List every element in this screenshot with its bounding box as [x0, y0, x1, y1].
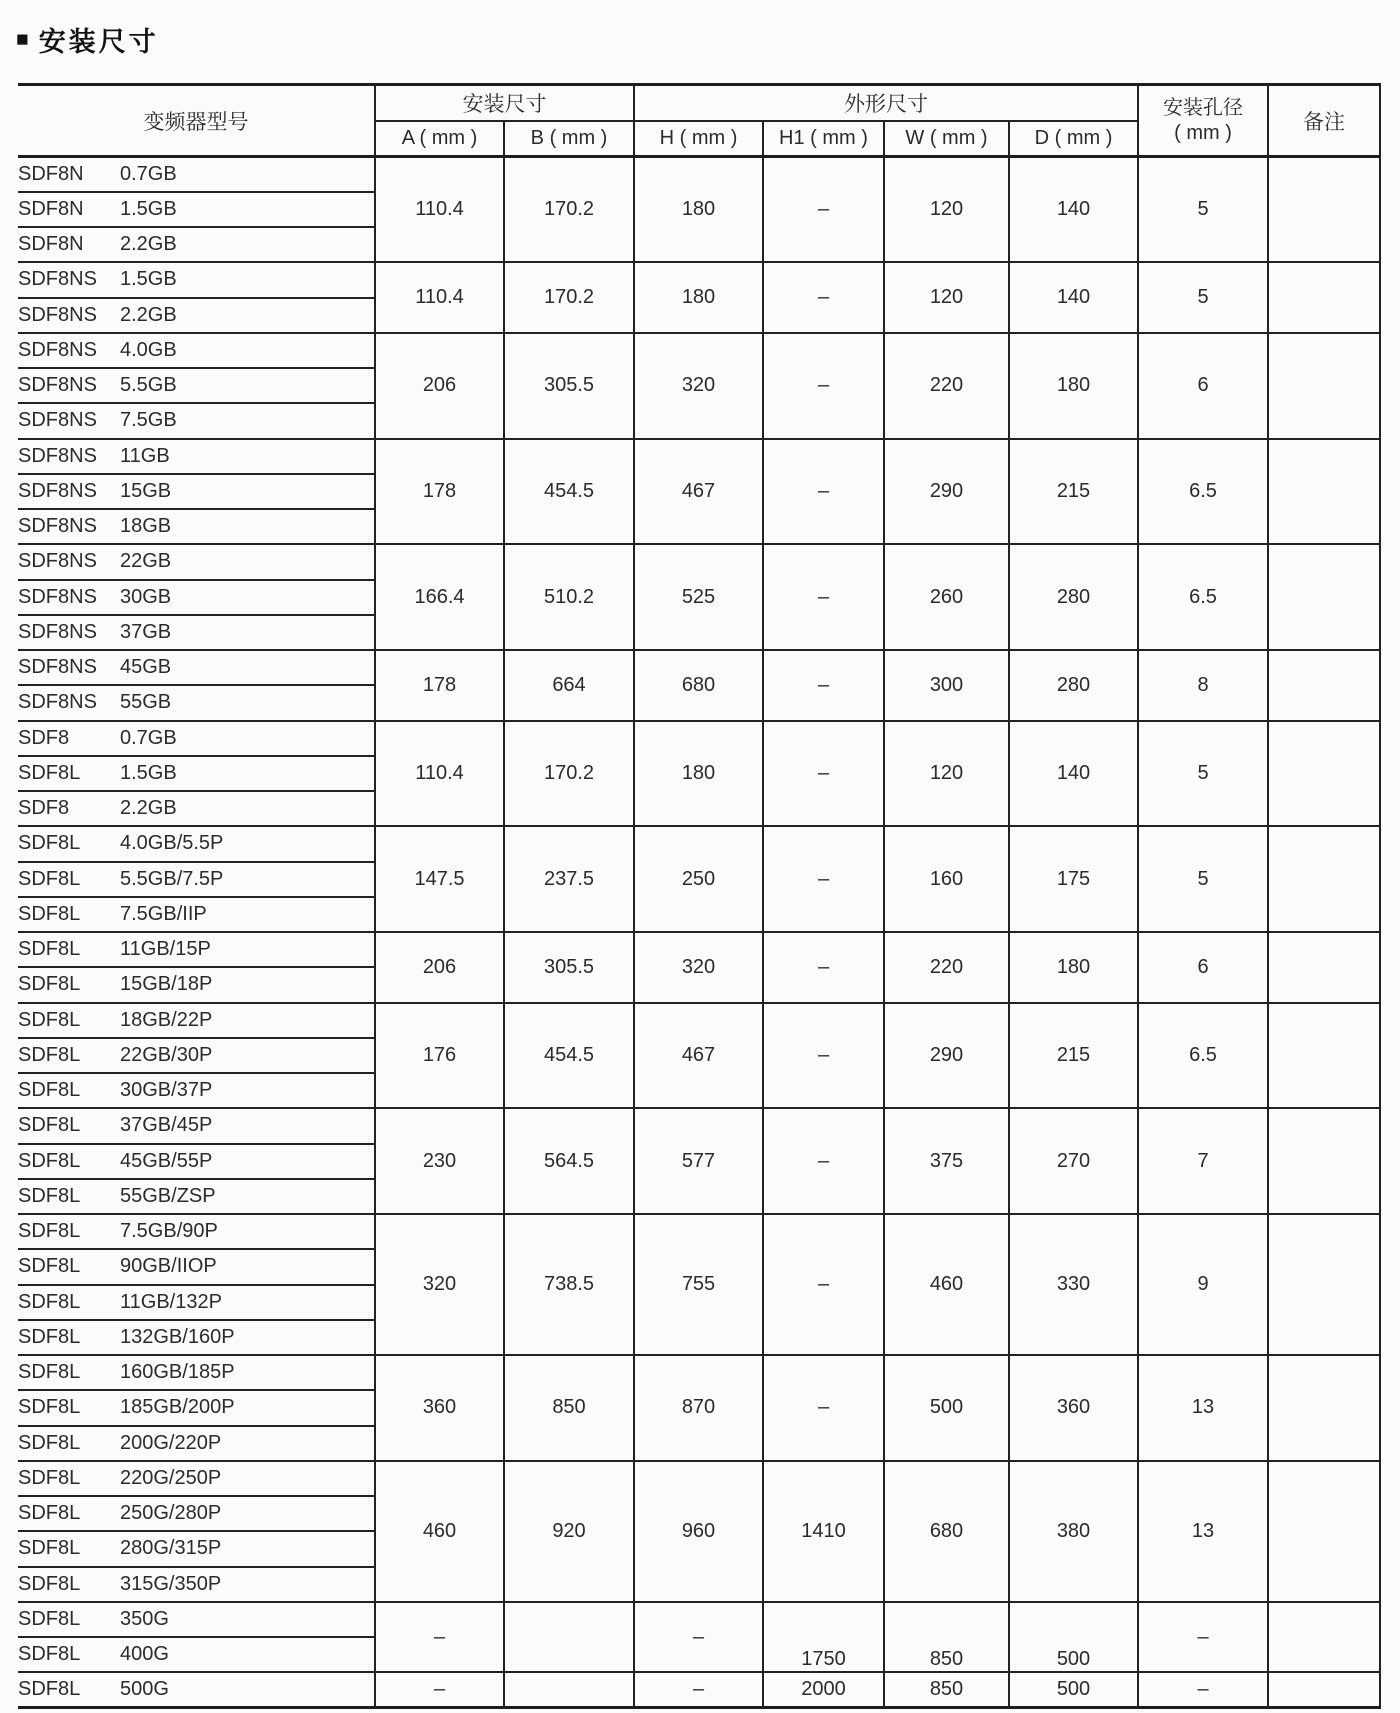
table-header [18, 85, 1380, 157]
model-cell [18, 1355, 375, 1390]
model-row [18, 157, 1380, 192]
model-cell [18, 897, 375, 932]
model-spec: 1.5GB [120, 197, 177, 220]
dim-h1-cell: – [763, 932, 884, 1003]
hole-diameter-cell: 13 [1138, 1355, 1268, 1461]
model-name: SDF8L [18, 1184, 81, 1207]
model-cell [18, 615, 375, 650]
hole-diameter-cell: 6.5 [1138, 544, 1268, 650]
dim-a-cell: 110.4 [375, 721, 504, 827]
hole-diameter-cell: 6.5 [1138, 1003, 1268, 1109]
model-row [18, 1355, 1380, 1390]
model-name: SDF8L [18, 1678, 81, 1701]
model-spec: 250G/280P [120, 1502, 222, 1525]
dim-b-cell [504, 1672, 634, 1707]
model-cell [18, 333, 375, 368]
dim-b-cell: 920 [504, 1461, 634, 1602]
dim-w-cell: 260 [884, 544, 1009, 650]
model-spec: 30GB/37P [120, 1079, 213, 1102]
model-cell [18, 157, 375, 192]
model-name: SDF8L [18, 1114, 81, 1137]
dim-w-cell: 290 [884, 439, 1009, 545]
dim-h1-cell: – [763, 157, 884, 263]
model-spec: 55GB [120, 691, 172, 714]
model-row [18, 1003, 1380, 1038]
model-name: SDF8NS [18, 691, 97, 714]
model-name: SDF8 [18, 726, 70, 749]
dim-a-cell: 110.4 [375, 262, 504, 333]
model-cell [18, 932, 375, 967]
model-spec: 0.7GB [120, 162, 177, 185]
model-spec: 2.2GB [120, 303, 177, 326]
model-name: SDF8L [18, 902, 81, 925]
model-name: SDF8NS [18, 515, 97, 538]
model-spec: 400G [120, 1643, 169, 1666]
model-cell [18, 650, 375, 685]
model-cell [18, 1426, 375, 1461]
model-spec: 90GB/IIOP [120, 1255, 217, 1278]
model-cell [18, 685, 375, 720]
remark-cell [1268, 544, 1380, 650]
model-cell [18, 1285, 375, 1320]
col-w-header: W ( mm ) [884, 121, 1009, 157]
dim-w-cell: 375 [884, 1108, 1009, 1214]
dim-a-cell: 206 [375, 932, 504, 1003]
page-title [16, 20, 159, 59]
model-name: SDF8NS [18, 374, 97, 397]
dim-w-cell: 160 [884, 826, 1009, 932]
model-spec: 280G/315P [120, 1537, 222, 1560]
model-column-header: 变频器型号 [18, 85, 375, 157]
model-name: SDF8NS [18, 268, 97, 291]
dim-h-cell: 320 [634, 333, 763, 439]
dim-h1-cell: – [763, 721, 884, 827]
model-spec: 1.5GB [120, 761, 177, 784]
remark-cell [1268, 157, 1380, 263]
dim-b-cell [504, 1602, 634, 1673]
model-spec: 45GB/55P [120, 1149, 213, 1172]
model-cell [18, 1214, 375, 1249]
dim-w-cell: 120 [884, 157, 1009, 263]
dim-d-cell: 140 [1009, 721, 1138, 827]
dim-w-cell: 460 [884, 1214, 1009, 1355]
col-h1-header: H1 ( mm ) [763, 121, 884, 157]
dim-b-cell: 170.2 [504, 721, 634, 827]
model-cell [18, 1249, 375, 1284]
page-title-text: 安装尺寸 [38, 27, 159, 57]
model-spec: 18GB [120, 515, 172, 538]
hole-diameter-cell: – [1138, 1602, 1268, 1673]
model-cell [18, 1390, 375, 1425]
dim-b-cell: 454.5 [504, 439, 634, 545]
remark-cell [1268, 1461, 1380, 1602]
model-row [18, 932, 1380, 967]
model-cell [18, 1531, 375, 1566]
dim-h-cell: 577 [634, 1108, 763, 1214]
model-cell [18, 192, 375, 227]
model-cell [18, 1073, 375, 1108]
dim-b-cell: 170.2 [504, 157, 634, 263]
dim-b-cell: 850 [504, 1355, 634, 1461]
dim-h-cell: 525 [634, 544, 763, 650]
dim-b-cell: 738.5 [504, 1214, 634, 1355]
dim-w-cell: 680 [884, 1461, 1009, 1602]
model-spec: 185GB/200P [120, 1396, 235, 1419]
remark-cell [1268, 1602, 1380, 1673]
model-row [18, 1214, 1380, 1249]
model-spec: 11GB [120, 444, 170, 467]
dim-d-cell: 175 [1009, 826, 1138, 932]
model-name: SDF8L [18, 938, 81, 961]
model-cell [18, 474, 375, 509]
hole-diameter-cell: 5 [1138, 157, 1268, 263]
dim-a-cell: 460 [375, 1461, 504, 1602]
dim-d-cell: 280 [1009, 650, 1138, 721]
remark-cell [1268, 1355, 1380, 1461]
model-spec: 5.5GB [120, 374, 177, 397]
hole-diameter-cell: 5 [1138, 721, 1268, 827]
hole-diameter-cell: 5 [1138, 826, 1268, 932]
model-spec: 15GB [120, 479, 172, 502]
col-b-header: B ( mm ) [504, 121, 634, 157]
model-cell [18, 1461, 375, 1496]
dim-a-cell: 166.4 [375, 544, 504, 650]
model-cell [18, 439, 375, 474]
model-spec: 15GB/18P [120, 973, 213, 996]
model-cell [18, 509, 375, 544]
dim-d-cell: 140 [1009, 262, 1138, 333]
dim-h1-cell: – [763, 262, 884, 333]
model-name: SDF8L [18, 832, 81, 855]
model-name: SDF8N [18, 162, 84, 185]
dim-h-cell: 320 [634, 932, 763, 1003]
dim-h-cell: 870 [634, 1355, 763, 1461]
dim-d-cell: 500 [1009, 1602, 1138, 1673]
hole-diameter-cell: – [1138, 1672, 1268, 1707]
model-cell [18, 403, 375, 438]
model-cell [18, 1320, 375, 1355]
model-name: SDF8L [18, 761, 81, 784]
dim-b-cell: 305.5 [504, 932, 634, 1003]
dim-h1-cell: – [763, 1108, 884, 1214]
dim-a-cell: 360 [375, 1355, 504, 1461]
model-name: SDF8L [18, 1361, 81, 1384]
model-row [18, 1602, 1380, 1637]
model-spec: 315G/350P [120, 1572, 222, 1595]
model-name: SDF8N [18, 197, 84, 220]
model-name: SDF8NS [18, 479, 97, 502]
model-name: SDF8L [18, 1502, 81, 1525]
dim-b-cell: 664 [504, 650, 634, 721]
model-spec: 11GB/15P [120, 938, 211, 961]
dim-h1-cell: 1410 [763, 1461, 884, 1602]
dim-w-cell: 120 [884, 721, 1009, 827]
dim-h-cell: 680 [634, 650, 763, 721]
model-spec: 18GB/22P [120, 1008, 213, 1031]
hole-header-line2: ( mm ) [1174, 121, 1232, 144]
dim-d-cell: 360 [1009, 1355, 1138, 1461]
hole-diameter-cell: 6.5 [1138, 439, 1268, 545]
model-cell [18, 1179, 375, 1214]
dim-h-cell: – [634, 1672, 763, 1707]
model-row [18, 1108, 1380, 1143]
model-row [18, 721, 1380, 756]
dim-d-cell: 180 [1009, 932, 1138, 1003]
model-name: SDF8L [18, 1255, 81, 1278]
model-name: SDF8NS [18, 656, 97, 679]
model-name: SDF8L [18, 1537, 81, 1560]
dim-d-cell: 140 [1009, 157, 1138, 263]
dim-d-cell: 270 [1009, 1108, 1138, 1214]
dim-w-cell: 500 [884, 1355, 1009, 1461]
hole-diameter-cell: 6 [1138, 932, 1268, 1003]
model-spec: 22GB [120, 550, 172, 573]
model-name: SDF8L [18, 1220, 81, 1243]
model-spec: 11GB/132P [120, 1290, 222, 1313]
remark-cell [1268, 650, 1380, 721]
dim-h1-cell: – [763, 544, 884, 650]
model-cell [18, 1672, 375, 1707]
dim-w-cell: 850 [884, 1602, 1009, 1673]
dim-b-cell: 510.2 [504, 544, 634, 650]
square-bullet-icon: ■ [16, 27, 29, 51]
model-name: SDF8NS [18, 338, 97, 361]
dim-h-cell: 960 [634, 1461, 763, 1602]
hole-diameter-cell: 8 [1138, 650, 1268, 721]
model-spec: 5.5GB/7.5P [120, 867, 224, 890]
remark-cell [1268, 1003, 1380, 1109]
dim-h-cell: – [634, 1602, 763, 1673]
dim-b-cell: 454.5 [504, 1003, 634, 1109]
model-cell [18, 1602, 375, 1637]
dim-h1-cell: – [763, 826, 884, 932]
dim-d-cell: 380 [1009, 1461, 1138, 1602]
model-row [18, 826, 1380, 861]
dim-w-cell: 300 [884, 650, 1009, 721]
outline-dim-group-header: 外形尺寸 [634, 85, 1138, 121]
dim-w-cell: 850 [884, 1672, 1009, 1707]
model-name: SDF8 [18, 797, 70, 820]
dim-b-cell: 237.5 [504, 826, 634, 932]
model-row [18, 262, 1380, 297]
dim-a-cell: 147.5 [375, 826, 504, 932]
dim-a-cell: 110.4 [375, 157, 504, 263]
hole-diameter-cell: 7 [1138, 1108, 1268, 1214]
model-cell [18, 227, 375, 262]
model-cell [18, 967, 375, 1002]
remark-cell [1268, 721, 1380, 827]
dim-a-cell: 206 [375, 333, 504, 439]
dim-h-cell: 180 [634, 262, 763, 333]
model-spec: 132GB/160P [120, 1325, 235, 1348]
model-spec: 4.0GB [120, 338, 177, 361]
model-name: SDF8L [18, 1043, 81, 1066]
remark-cell [1268, 1108, 1380, 1214]
dim-h-cell: 755 [634, 1214, 763, 1355]
model-spec: 37GB [120, 620, 172, 643]
model-spec: 1.5GB [120, 268, 177, 291]
dim-a-cell: 178 [375, 439, 504, 545]
dim-a-cell: – [375, 1672, 504, 1707]
hole-diameter-cell: 13 [1138, 1461, 1268, 1602]
model-spec: 220G/250P [120, 1466, 222, 1489]
dim-a-cell: 178 [375, 650, 504, 721]
model-spec: 500G [120, 1678, 169, 1701]
dim-h1-cell: – [763, 1214, 884, 1355]
dim-h1-cell: 1750 [763, 1602, 884, 1673]
model-cell [18, 544, 375, 579]
dim-d-cell: 500 [1009, 1672, 1138, 1707]
model-name: SDF8L [18, 1079, 81, 1102]
col-d-header: D ( mm ) [1009, 121, 1138, 157]
dim-a-cell: 320 [375, 1214, 504, 1355]
model-name: SDF8L [18, 1008, 81, 1031]
model-spec: 7.5GB [120, 409, 177, 432]
model-name: SDF8L [18, 1290, 81, 1313]
model-spec: 350G [120, 1607, 169, 1630]
model-cell [18, 1038, 375, 1073]
model-cell [18, 298, 375, 333]
model-name: SDF8L [18, 1325, 81, 1348]
dim-w-cell: 220 [884, 932, 1009, 1003]
model-cell [18, 1567, 375, 1602]
dim-h-cell: 250 [634, 826, 763, 932]
model-row [18, 1461, 1380, 1496]
installation-dimensions-table [18, 83, 1381, 1709]
model-spec: 30GB [120, 585, 172, 608]
hole-diameter-column-header [1138, 85, 1268, 157]
model-row [18, 333, 1380, 368]
model-cell [18, 1496, 375, 1531]
dim-d-cell: 330 [1009, 1214, 1138, 1355]
model-spec: 45GB [120, 656, 172, 679]
model-name: SDF8L [18, 1149, 81, 1172]
model-row [18, 439, 1380, 474]
hole-diameter-cell: 5 [1138, 262, 1268, 333]
dim-h1-cell: – [763, 439, 884, 545]
dim-h-cell: 467 [634, 1003, 763, 1109]
dim-h1-cell: – [763, 1355, 884, 1461]
model-name: SDF8L [18, 1396, 81, 1419]
model-row [18, 544, 1380, 579]
model-cell [18, 862, 375, 897]
model-name: SDF8L [18, 1643, 81, 1666]
dim-d-cell: 180 [1009, 333, 1138, 439]
dim-h-cell: 467 [634, 439, 763, 545]
model-name: SDF8L [18, 1607, 81, 1630]
dim-h1-cell: – [763, 650, 884, 721]
dim-d-cell: 215 [1009, 439, 1138, 545]
model-cell [18, 580, 375, 615]
model-name: SDF8NS [18, 585, 97, 608]
remark-cell [1268, 826, 1380, 932]
model-name: SDF8L [18, 1572, 81, 1595]
dim-a-cell: 176 [375, 1003, 504, 1109]
model-row [18, 1672, 1380, 1707]
dim-w-cell: 290 [884, 1003, 1009, 1109]
model-spec: 55GB/ZSP [120, 1184, 216, 1207]
dim-h-cell: 180 [634, 157, 763, 263]
model-name: SDF8L [18, 1431, 81, 1454]
dim-a-cell: – [375, 1602, 504, 1673]
dim-d-cell: 280 [1009, 544, 1138, 650]
dim-h-cell: 180 [634, 721, 763, 827]
model-name: SDF8NS [18, 444, 97, 467]
model-name: SDF8NS [18, 303, 97, 326]
install-dim-group-header: 安装尺寸 [375, 85, 634, 121]
model-name: SDF8L [18, 867, 81, 890]
dim-h1-cell: – [763, 333, 884, 439]
model-spec: 0.7GB [120, 726, 177, 749]
dim-b-cell: 170.2 [504, 262, 634, 333]
model-name: SDF8L [18, 973, 81, 996]
dim-d-cell: 215 [1009, 1003, 1138, 1109]
model-name: SDF8NS [18, 409, 97, 432]
model-cell [18, 826, 375, 861]
remark-cell [1268, 932, 1380, 1003]
model-name: SDF8L [18, 1466, 81, 1489]
model-cell [18, 721, 375, 756]
model-name: SDF8N [18, 233, 84, 256]
hole-header-line1: 安装孔径 [1163, 96, 1243, 119]
model-spec: 200G/220P [120, 1431, 222, 1454]
model-name: SDF8NS [18, 550, 97, 573]
model-row [18, 650, 1380, 685]
remark-cell [1268, 1214, 1380, 1355]
model-spec: 2.2GB [120, 233, 177, 256]
model-cell [18, 1003, 375, 1038]
dim-b-cell: 305.5 [504, 333, 634, 439]
model-name: SDF8NS [18, 620, 97, 643]
remark-cell [1268, 262, 1380, 333]
model-cell [18, 262, 375, 297]
model-spec: 4.0GB/5.5P [120, 832, 224, 855]
table-body [18, 157, 1380, 1708]
remark-column-header: 备注 [1268, 85, 1380, 157]
model-spec: 160GB/185P [120, 1361, 235, 1384]
model-spec: 22GB/30P [120, 1043, 213, 1066]
model-spec: 7.5GB/90P [120, 1220, 218, 1243]
dim-b-cell: 564.5 [504, 1108, 634, 1214]
model-cell [18, 1637, 375, 1672]
model-cell [18, 756, 375, 791]
model-cell [18, 1108, 375, 1143]
remark-cell [1268, 439, 1380, 545]
model-spec: 2.2GB [120, 797, 177, 820]
model-cell [18, 791, 375, 826]
dim-a-cell: 230 [375, 1108, 504, 1214]
col-a-header: A ( mm ) [375, 121, 504, 157]
model-spec: 7.5GB/IIP [120, 902, 207, 925]
dim-h1-cell: 2000 [763, 1672, 884, 1707]
model-cell [18, 368, 375, 403]
dim-h1-cell: – [763, 1003, 884, 1109]
col-h-header: H ( mm ) [634, 121, 763, 157]
hole-diameter-cell: 9 [1138, 1214, 1268, 1355]
model-spec: 37GB/45P [120, 1114, 213, 1137]
remark-cell [1268, 1672, 1380, 1707]
hole-diameter-cell: 6 [1138, 333, 1268, 439]
dim-w-cell: 120 [884, 262, 1009, 333]
remark-cell [1268, 333, 1380, 439]
model-cell [18, 1144, 375, 1179]
dim-w-cell: 220 [884, 333, 1009, 439]
